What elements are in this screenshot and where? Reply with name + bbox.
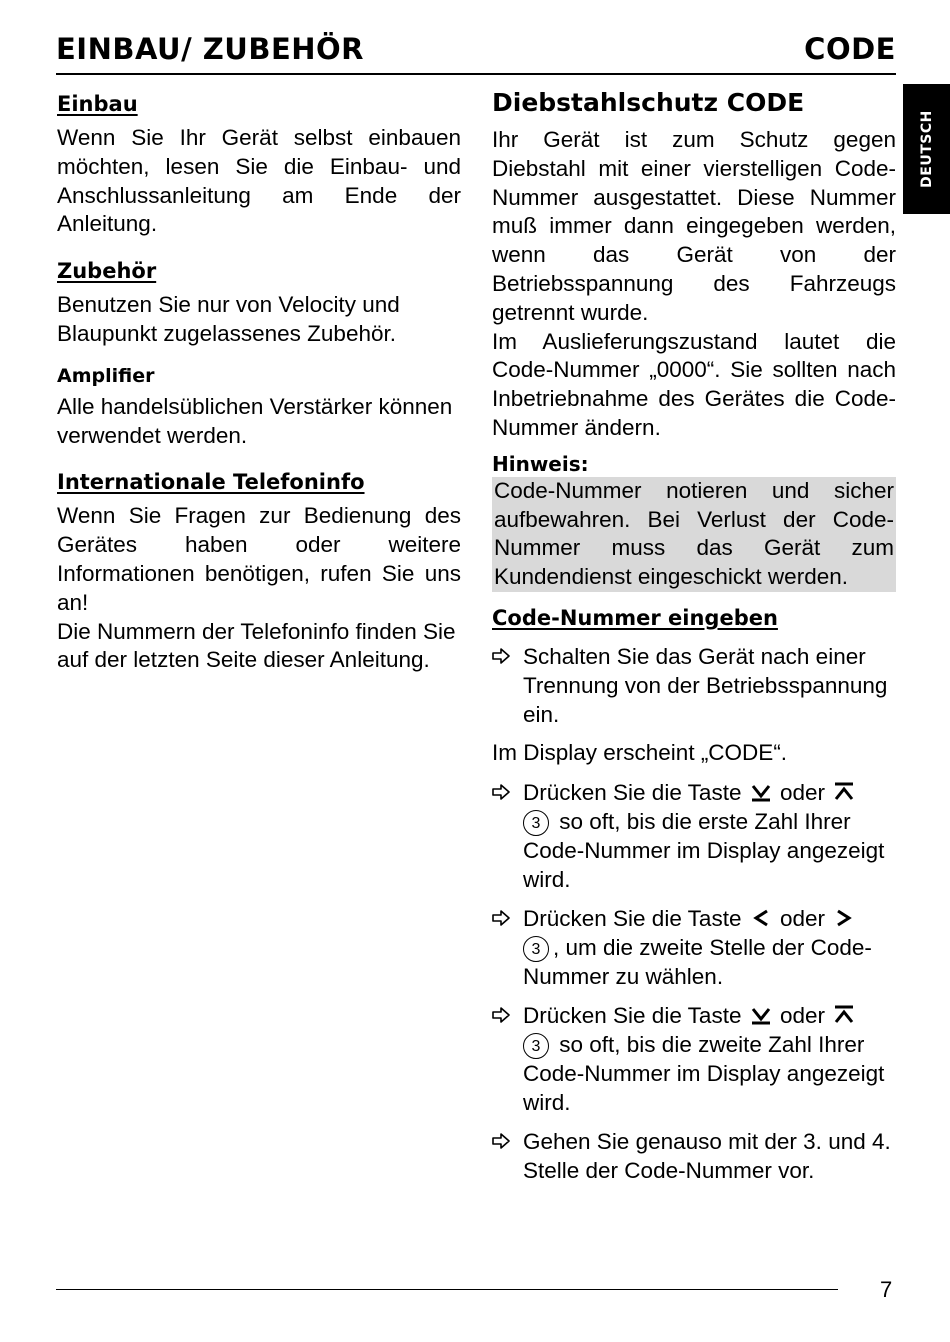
left-column [57,84,461,675]
left-button-icon [750,908,772,928]
step-4 [492,1001,896,1117]
hinweis-box [492,477,896,592]
step-3-text-b: oder [779,905,826,931]
step-1 [492,642,896,729]
hinweis-text: Code-Nummer notieren und sicher aufbewahren. Bei Verlust der Code-Nummer muss das Gerät zum Kundendienst eingeschickt werden. [494,477,894,590]
up-button-icon [833,782,855,802]
hinweis-label: Hinweis: [492,451,589,476]
zubehoer-text: Benutzen Sie nur von Velocity und Blaupunkt zugelassenes Zubehör. [57,292,400,346]
footer-rule [56,1289,838,1290]
arrow-right-icon [492,910,510,926]
diebstahl-heading: Diebstahlschutz CODE [492,88,805,117]
page-number: 7 [880,1277,893,1302]
step-4-text-a: Drücken Sie die Taste [523,1002,742,1028]
telefon-text-2: Die Nummern der Telefoninfo finden Sie auf der letzten Seite dieser Anleitung. [57,618,456,673]
einbau-heading: Einbau [57,92,138,116]
step-3 [492,904,896,991]
amplifier-heading: Amplifier [57,364,155,387]
section-title: EINBAU/ ZUBEHÖR [56,32,365,66]
diebstahl-text-1: Ihr Gerät ist zum Schutz gegen Diebstahl mit einer vierstelligen Code-Nummer ausgestattet. Diese Nummer muß immer dann eingegeben werden, wenn das Gerät von der Betriebsspannung des Fahrzeugs getrennt wurde. [492,127,896,325]
einbau-text: Wenn Sie Ihr Gerät selbst einbauen möchten, lesen Sie die Einbau- und Anschlussanleitung am Ende der Anleitung. [57,125,461,237]
step-4-text-b: oder [779,1002,826,1028]
button-number-badge: 3 [523,1033,549,1059]
step-5 [492,1127,896,1185]
telefon-text-1: Wenn Sie Fragen zur Bedienung des Gerätes haben oder weitere Informationen benötigen, rufen Sie uns an! [57,503,461,615]
arrow-right-icon [492,784,510,800]
step-1-text: Schalten Sie das Gerät nach einer Trennung von der Betriebsspannung ein. [523,643,888,727]
step-2 [492,778,896,894]
step-3-text-a: Drücken Sie die Taste [523,905,742,931]
up-button-icon [833,1005,855,1025]
chapter-title: CODE [804,32,896,66]
arrow-right-icon [492,648,510,664]
down-button-icon [750,1005,772,1025]
diebstahl-text-2: Im Auslieferungszustand lautet die Code-Nummer „0000“. Sie sollten nach Inbetriebnahme des Gerätes die Code-Nummer ändern. [492,328,896,440]
zubehoer-heading: Zubehör [57,259,157,284]
button-number-badge: 3 [523,936,549,962]
language-tab-label: DEUTSCH [918,110,935,188]
page-header [56,30,896,75]
amplifier-text: Alle handelsüblichen Verstärker können verwendet werden. [57,393,453,448]
step-2-text-c: so oft, bis die erste Zahl Ihrer Code-Nummer im Display angezeigt wird. [523,808,885,892]
right-button-icon [833,908,855,928]
step-4-text-c: so oft, bis die zweite Zahl Ihrer Code-Nummer im Display angezeigt wird. [523,1031,885,1115]
right-column [492,84,896,1185]
step-3-text-c: , um die zweite Stelle der Code-Nummer zu wählen. [523,934,872,989]
down-button-icon [750,782,772,802]
button-number-badge: 3 [523,810,549,836]
telefon-heading: Internationale Telefoninfo [57,470,365,495]
step-5-text: Gehen Sie genauso mit der 3. und 4. Stelle der Code-Nummer vor. [523,1128,891,1183]
display-text: Im Display erscheint „CODE“. [492,739,788,765]
arrow-right-icon [492,1133,510,1149]
eingeben-heading: Code-Nummer eingeben [492,605,778,630]
step-2-text-b: oder [779,779,826,805]
step-2-text-a: Drücken Sie die Taste [523,779,742,805]
arrow-right-icon [492,1007,510,1023]
language-tab [903,84,950,214]
